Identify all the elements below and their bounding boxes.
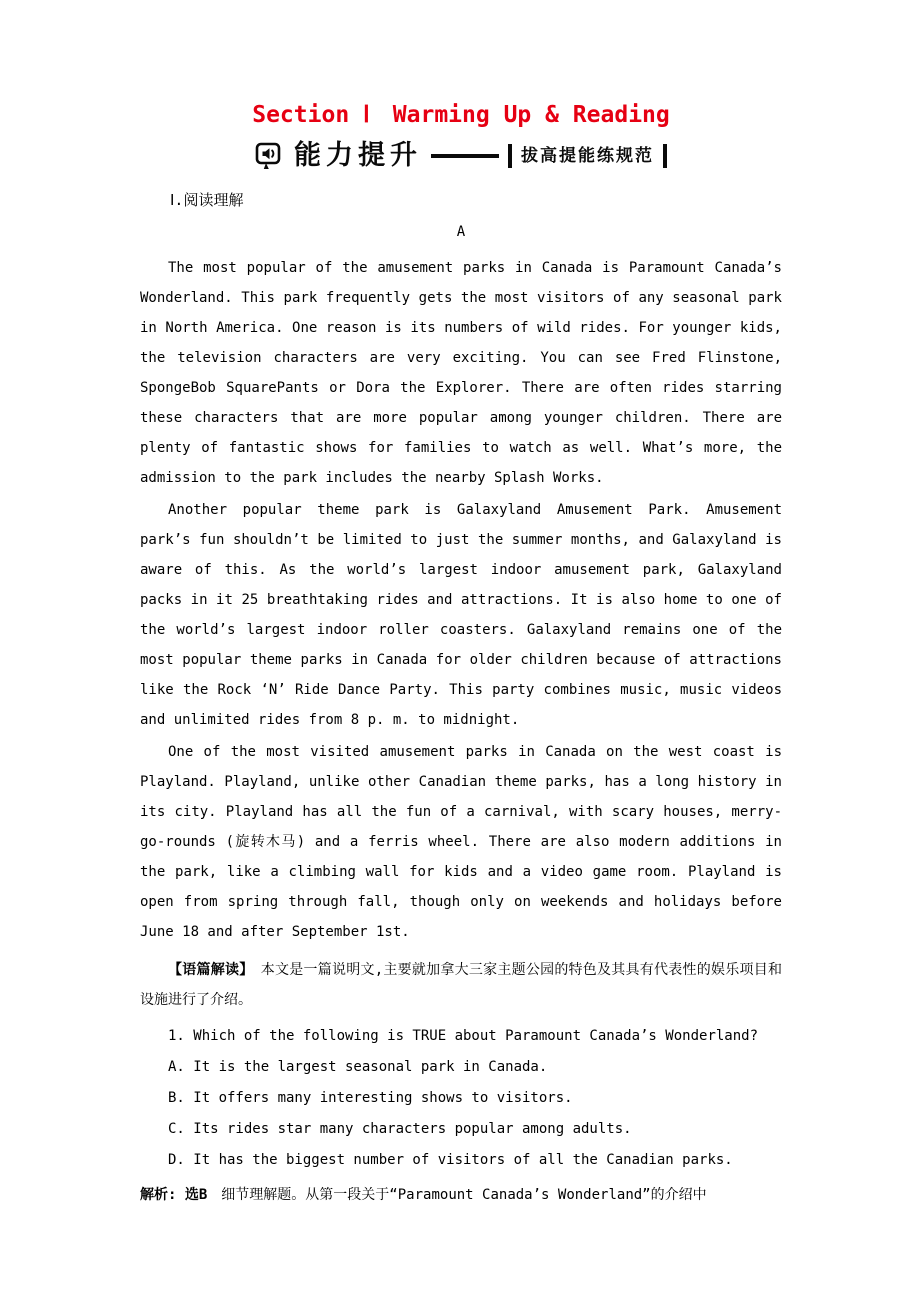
reading-section-label: Ⅰ.阅读理解 xyxy=(170,191,244,210)
question-option-d: D. It has the biggest number of visitors of all the Canadian parks. xyxy=(168,1152,733,1169)
banner-main-label: 能力提升 xyxy=(294,140,422,172)
explanation-text: 细节理解题。从第一段关于“Paramount Canada’s Wonderland”的介绍中 xyxy=(207,1187,707,1204)
passage-paragraph-1: The most popular of the amusement parks in Canada is Paramount Canada’s Wonderland. This park frequently gets the most visitors of any seasonal park in North America. One reason is its numbers of wild rides. For younger kids, the television characters are very exciting. You can see Fred Flinstone, SpongeBob SquarePants or Dora the Explorer. There are often rides starring these characters that are more popular among younger children. There are plenty of fantastic shows for families to watch as well. What’s more, the admission to the park includes the nearby Splash Works. xyxy=(140,260,782,487)
ability-banner xyxy=(140,141,782,171)
question-option-a: A. It is the largest seasonal park in Canada. xyxy=(168,1059,548,1076)
megaphone-icon xyxy=(255,141,285,171)
analysis-label: 【语篇解读】 xyxy=(168,962,247,979)
question-stem: 1. Which of the following is TRUE about Paramount Canada’s Wonderland? xyxy=(168,1028,759,1045)
question-option-b: B. It offers many interesting shows to visitors. xyxy=(168,1090,573,1107)
banner-sub-label: 拔高提能练规范 xyxy=(508,144,667,168)
page-title: Section Ⅰ Warming Up & Reading xyxy=(252,102,670,128)
banner-divider xyxy=(431,154,499,158)
analysis-text: 本文是一篇说明文,主要就加拿大三家主题公园的特色及其具有代表性的娱乐项目和设施进行了介绍。 xyxy=(140,962,782,1009)
explanation-label: 解析: xyxy=(140,1187,177,1204)
passage-paragraph-2: Another popular theme park is Galaxyland Amusement Park. Amusement park’s fun shouldn’t be limited to just the summer months, and Galaxyland is aware of this. As the world’s largest indoor amusement park, Galaxyland packs in it 25 breathtaking rides and attractions. It is also home to one of the world’s largest indoor roller coasters. Galaxyland remains one of the most popular theme parks in Canada for older children because of attractions like the Rock ‘N’ Ride Dance Party. This party combines music, music videos and unlimited rides from 8 p. m. to midnight. xyxy=(140,502,782,729)
question-option-c: C. Its rides star many characters popular among adults. xyxy=(168,1121,632,1138)
passage-label: A xyxy=(456,224,466,241)
explanation-line xyxy=(140,1180,782,1211)
explanation-answer: 选B xyxy=(184,1187,208,1204)
passage-paragraph-3: One of the most visited amusement parks in Canada on the west coast is Playland. Playland, unlike other Canadian theme parks, has a long history in its city. Playland has all the fun of a carnival, with scary houses, merry-go-rounds (旋转木马) and a ferris wheel. There are also modern additions in the park, like a climbing wall for kids and a video game room. Playland is open from spring through fall, though only on weekends and holidays before June 18 and after September 1st. xyxy=(140,744,782,941)
passage-analysis xyxy=(140,955,782,1015)
